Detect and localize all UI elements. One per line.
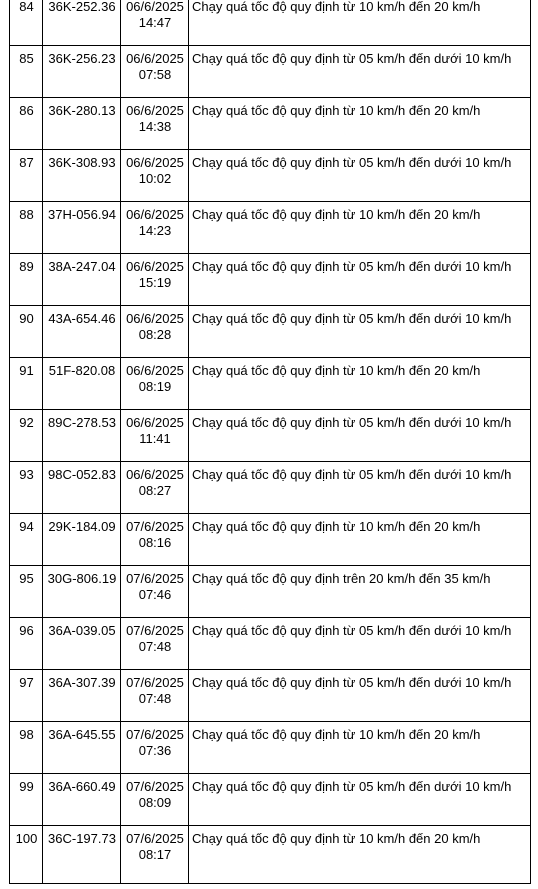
table-row bbox=[10, 358, 531, 410]
license-plate-cell: 98C-052.83 bbox=[43, 462, 121, 514]
row-number-cell: 91 bbox=[10, 358, 43, 410]
table-row bbox=[10, 0, 531, 46]
violation-date: 07/6/2025 bbox=[126, 727, 184, 742]
violation-date: 07/6/2025 bbox=[126, 675, 184, 690]
violation-date: 06/6/2025 bbox=[126, 103, 184, 118]
violation-time-cell bbox=[121, 358, 189, 410]
row-number-cell: 88 bbox=[10, 202, 43, 254]
violation-date: 06/6/2025 bbox=[126, 155, 184, 170]
violation-description-cell: Chạy quá tốc độ quy định từ 05 km/h đến dưới 10 km/h bbox=[189, 410, 531, 462]
violation-time-cell bbox=[121, 0, 189, 46]
row-number-cell: 99 bbox=[10, 774, 43, 826]
violation-hour: 08:19 bbox=[138, 379, 172, 394]
row-number-cell: 96 bbox=[10, 618, 43, 670]
violation-hour: 07:36 bbox=[138, 743, 172, 758]
violation-hour: 14:47 bbox=[138, 15, 172, 30]
violation-description-cell: Chạy quá tốc độ quy định từ 05 km/h đến dưới 10 km/h bbox=[189, 618, 531, 670]
table-body bbox=[10, 0, 531, 884]
license-plate-cell: 36A-039.05 bbox=[43, 618, 121, 670]
violation-time-cell bbox=[121, 722, 189, 774]
license-plate-cell: 43A-654.46 bbox=[43, 306, 121, 358]
violation-time-cell bbox=[121, 46, 189, 98]
violation-date: 07/6/2025 bbox=[126, 623, 184, 638]
violation-time-cell bbox=[121, 98, 189, 150]
violation-description-cell: Chạy quá tốc độ quy định từ 05 km/h đến dưới 10 km/h bbox=[189, 46, 531, 98]
license-plate-cell: 36A-307.39 bbox=[43, 670, 121, 722]
license-plate-cell: 36K-280.13 bbox=[43, 98, 121, 150]
violation-hour: 14:38 bbox=[138, 119, 172, 134]
license-plate-cell: 51F-820.08 bbox=[43, 358, 121, 410]
row-number-cell: 95 bbox=[10, 566, 43, 618]
table-row bbox=[10, 566, 531, 618]
violation-time-cell bbox=[121, 462, 189, 514]
violation-date: 07/6/2025 bbox=[126, 571, 184, 586]
table-row bbox=[10, 150, 531, 202]
license-plate-cell: 29K-184.09 bbox=[43, 514, 121, 566]
violation-description-cell: Chạy quá tốc độ quy định từ 10 km/h đến 20 km/h bbox=[189, 722, 531, 774]
violation-hour: 08:17 bbox=[138, 847, 172, 862]
violation-hour: 14:23 bbox=[138, 223, 172, 238]
violation-description-cell: Chạy quá tốc độ quy định từ 10 km/h đến 20 km/h bbox=[189, 0, 531, 46]
violation-description-cell: Chạy quá tốc độ quy định từ 10 km/h đến 20 km/h bbox=[189, 826, 531, 884]
violation-hour: 15:19 bbox=[138, 275, 172, 290]
violation-hour: 08:27 bbox=[138, 483, 172, 498]
violation-description-cell: Chạy quá tốc độ quy định từ 05 km/h đến dưới 10 km/h bbox=[189, 306, 531, 358]
violation-time-cell bbox=[121, 514, 189, 566]
license-plate-cell: 36C-197.73 bbox=[43, 826, 121, 884]
license-plate-cell: 89C-278.53 bbox=[43, 410, 121, 462]
violation-time-cell bbox=[121, 150, 189, 202]
violation-time-cell bbox=[121, 566, 189, 618]
violation-hour: 07:48 bbox=[138, 691, 172, 706]
table-row bbox=[10, 618, 531, 670]
license-plate-cell: 36K-308.93 bbox=[43, 150, 121, 202]
table-row bbox=[10, 514, 531, 566]
table-row bbox=[10, 722, 531, 774]
violation-description-cell: Chạy quá tốc độ quy định từ 10 km/h đến 20 km/h bbox=[189, 514, 531, 566]
violation-hour: 07:48 bbox=[138, 639, 172, 654]
violation-date: 06/6/2025 bbox=[126, 363, 184, 378]
table-row bbox=[10, 670, 531, 722]
row-number-cell: 86 bbox=[10, 98, 43, 150]
violation-time-cell bbox=[121, 670, 189, 722]
license-plate-cell: 36K-256.23 bbox=[43, 46, 121, 98]
violation-date: 06/6/2025 bbox=[126, 467, 184, 482]
violation-description-cell: Chạy quá tốc độ quy định từ 05 km/h đến dưới 10 km/h bbox=[189, 670, 531, 722]
license-plate-cell: 36A-645.55 bbox=[43, 722, 121, 774]
violation-date: 06/6/2025 bbox=[126, 207, 184, 222]
violation-description-cell: Chạy quá tốc độ quy định từ 05 km/h đến dưới 10 km/h bbox=[189, 774, 531, 826]
violation-description-cell: Chạy quá tốc độ quy định từ 10 km/h đến 20 km/h bbox=[189, 98, 531, 150]
violation-description-cell: Chạy quá tốc độ quy định từ 05 km/h đến dưới 10 km/h bbox=[189, 254, 531, 306]
violation-hour: 07:58 bbox=[138, 67, 172, 82]
violation-description-cell: Chạy quá tốc độ quy định từ 10 km/h đến 20 km/h bbox=[189, 202, 531, 254]
table-row bbox=[10, 306, 531, 358]
row-number-cell: 85 bbox=[10, 46, 43, 98]
violation-date: 07/6/2025 bbox=[126, 519, 184, 534]
violation-hour: 11:41 bbox=[139, 431, 171, 446]
violation-date: 07/6/2025 bbox=[126, 779, 184, 794]
table-row bbox=[10, 826, 531, 884]
table-row bbox=[10, 410, 531, 462]
table-row bbox=[10, 46, 531, 98]
row-number-cell: 94 bbox=[10, 514, 43, 566]
violation-hour: 08:28 bbox=[138, 327, 172, 342]
license-plate-cell: 30G-806.19 bbox=[43, 566, 121, 618]
violation-time-cell bbox=[121, 202, 189, 254]
row-number-cell: 98 bbox=[10, 722, 43, 774]
table-row bbox=[10, 98, 531, 150]
violation-description-cell: Chạy quá tốc độ quy định từ 05 km/h đến dưới 10 km/h bbox=[189, 150, 531, 202]
row-number-cell: 90 bbox=[10, 306, 43, 358]
violation-description-cell: Chạy quá tốc độ quy định trên 20 km/h đến 35 km/h bbox=[189, 566, 531, 618]
violation-date: 06/6/2025 bbox=[126, 311, 184, 326]
row-number-cell: 100 bbox=[10, 826, 43, 884]
license-plate-cell: 38A-247.04 bbox=[43, 254, 121, 306]
license-plate-cell: 36K-252.36 bbox=[43, 0, 121, 46]
row-number-cell: 84 bbox=[10, 0, 43, 46]
license-plate-cell: 36A-660.49 bbox=[43, 774, 121, 826]
row-number-cell: 93 bbox=[10, 462, 43, 514]
violation-time-cell bbox=[121, 618, 189, 670]
violation-date: 06/6/2025 bbox=[126, 51, 184, 66]
violation-date: 06/6/2025 bbox=[126, 415, 184, 430]
violation-time-cell bbox=[121, 410, 189, 462]
violation-description-cell: Chạy quá tốc độ quy định từ 10 km/h đến 20 km/h bbox=[189, 358, 531, 410]
table-row bbox=[10, 202, 531, 254]
violation-time-cell bbox=[121, 826, 189, 884]
row-number-cell: 87 bbox=[10, 150, 43, 202]
violation-time-cell bbox=[121, 774, 189, 826]
table-row bbox=[10, 254, 531, 306]
violation-hour: 10:02 bbox=[138, 171, 172, 186]
table-row bbox=[10, 774, 531, 826]
row-number-cell: 89 bbox=[10, 254, 43, 306]
violation-time-cell bbox=[121, 254, 189, 306]
violation-date: 06/6/2025 bbox=[126, 0, 184, 14]
license-plate-cell: 37H-056.94 bbox=[43, 202, 121, 254]
table-row bbox=[10, 462, 531, 514]
violation-description-cell: Chạy quá tốc độ quy định từ 05 km/h đến dưới 10 km/h bbox=[189, 462, 531, 514]
violation-time-cell bbox=[121, 306, 189, 358]
violation-date: 07/6/2025 bbox=[126, 831, 184, 846]
violation-hour: 08:16 bbox=[138, 535, 172, 550]
violation-hour: 08:09 bbox=[138, 795, 172, 810]
row-number-cell: 92 bbox=[10, 410, 43, 462]
violations-table bbox=[9, 0, 531, 884]
violation-date: 06/6/2025 bbox=[126, 259, 184, 274]
violation-hour: 07:46 bbox=[138, 587, 172, 602]
row-number-cell: 97 bbox=[10, 670, 43, 722]
